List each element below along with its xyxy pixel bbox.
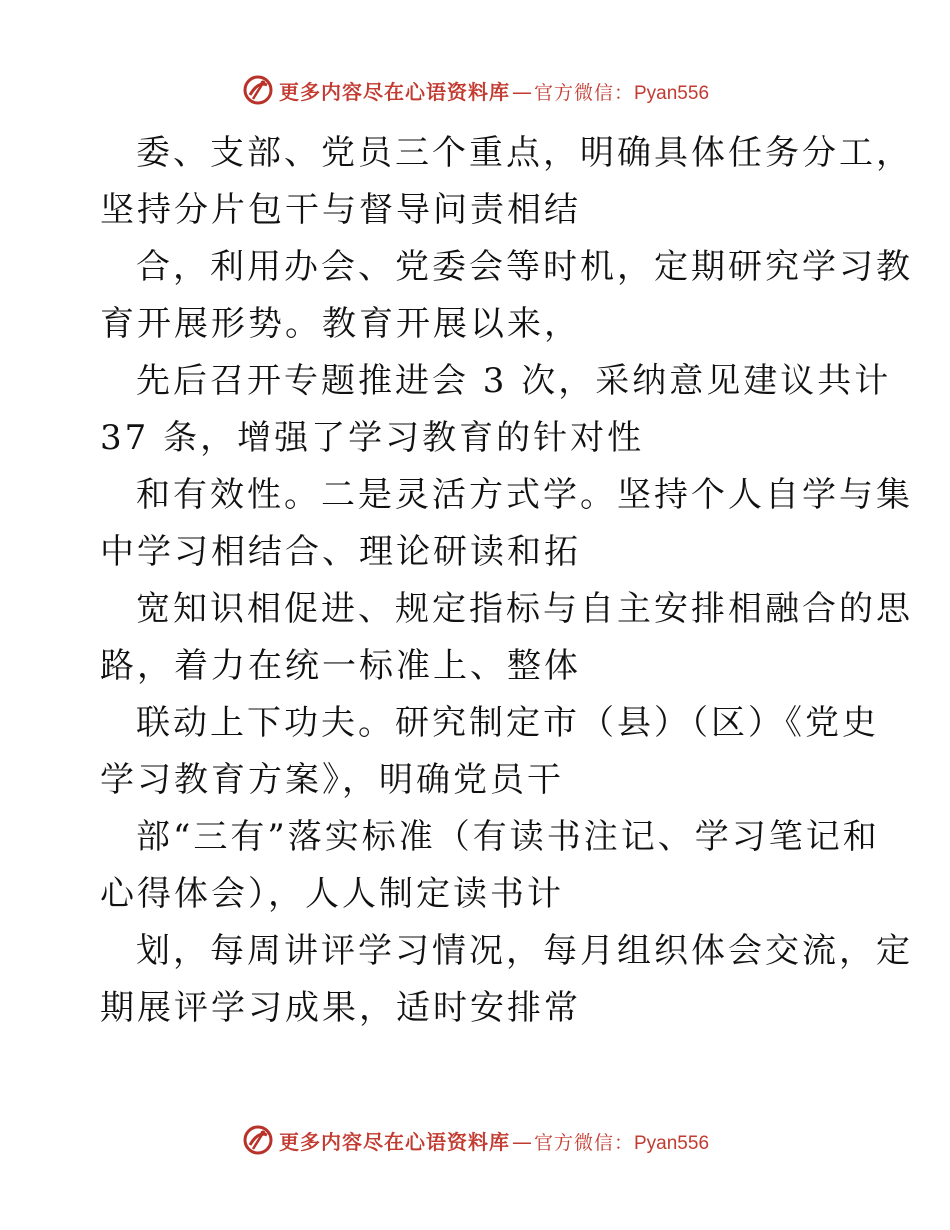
watermark-wechat-id: Pyan556 — [634, 1132, 710, 1154]
text-line: 划，每周讲评学习情况，每月组织体会交流，定 — [136, 931, 913, 971]
logo-icon — [241, 1123, 275, 1157]
text-line: 合，利用办会、党委会等时机，定期研究学习教 — [136, 247, 913, 287]
text-line: 先后召开专题推进会 3 次，采纳意见建议共计 — [136, 361, 892, 401]
watermark-site-text: 更多内容尽在心语资料库 — [278, 79, 510, 104]
logo-icon — [241, 73, 275, 107]
watermark-dash: — — [511, 1129, 532, 1154]
text-line: 和有效性。二是灵活方式学。坚持个人自学与集 — [136, 475, 913, 515]
footer-watermark — [0, 1120, 950, 1160]
watermark-text — [279, 76, 709, 105]
text-line: 坚持分片包干与督导问责相结 — [100, 190, 581, 230]
paragraph-8 — [100, 923, 913, 1037]
watermark-dash: — — [511, 79, 532, 104]
paragraph-2 — [100, 239, 913, 353]
header-watermark — [0, 70, 950, 110]
document-body — [100, 125, 913, 1037]
text-line: 期展评学习成果，适时安排常 — [100, 988, 581, 1028]
watermark-wechat-id: Pyan556 — [634, 82, 710, 104]
text-line: 中学习相结合、理论研读和拓 — [100, 532, 581, 572]
text-line: 学习教育方案》，明确党员干 — [100, 760, 564, 800]
watermark-site-text: 更多内容尽在心语资料库 — [278, 1129, 510, 1154]
watermark-text — [279, 1126, 709, 1155]
paragraph-4 — [100, 467, 913, 581]
text-line: 心得体会），人人制定读书计 — [100, 874, 564, 914]
text-line: 联动上下功夫。研究制定市（县）（区）《党史 — [136, 703, 879, 743]
text-line: 部“三有”落实标准（有读书注记、学习笔记和 — [136, 817, 880, 857]
paragraph-1 — [100, 125, 913, 239]
text-line: 育开展形势。教育开展以来， — [100, 304, 581, 344]
text-line: 宽知识相促进、规定指标与自主安排相融合的思 — [136, 589, 913, 629]
paragraph-6 — [100, 695, 879, 809]
paragraph-5 — [100, 581, 913, 695]
paragraph-7 — [100, 809, 880, 923]
text-line: 37 条，增强了学习教育的针对性 — [100, 418, 645, 458]
text-line: 委、支部、党员三个重点，明确具体任务分工， — [136, 133, 913, 173]
text-line: 路，着力在统一标准上、整体 — [100, 646, 581, 686]
paragraph-3 — [100, 353, 892, 467]
watermark-wechat-label: 官方微信： — [533, 81, 634, 104]
watermark-wechat-label: 官方微信： — [533, 1131, 634, 1154]
